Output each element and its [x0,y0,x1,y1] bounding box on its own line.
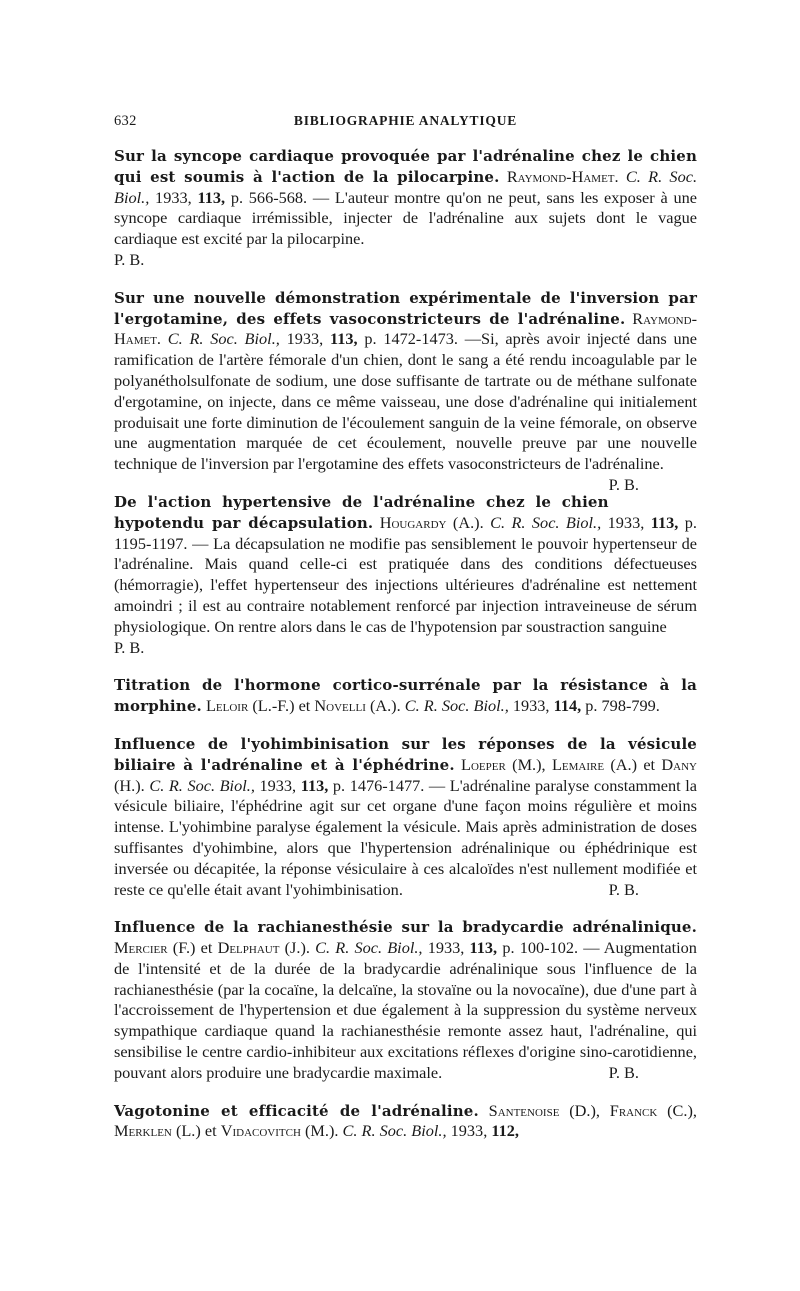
bibliography-entry [114,734,697,900]
entry-journal: C. R. Soc. Biol., [149,775,255,795]
bibliography-entry [114,1101,697,1143]
entry-initials: P. B. [608,1062,639,1082]
running-title: BIBLIOGRAPHIE ANALYTIQUE [293,113,518,128]
entry-author: Novelli [314,696,366,716]
entry-initials: P. B. [608,879,639,899]
entry-author-initials: (J.). [284,938,310,958]
entry-initials: P. B. [608,474,639,494]
entry-volume: 112, [491,1121,519,1141]
entry-journal: C. R. Soc. Biol., [342,1121,447,1141]
entry-author: Santenoise [488,1100,560,1120]
entry-author: Dany [661,754,697,774]
entry-title: Titration de l'hormone cortico-surrénale par la résistance à la morphine. [114,676,697,716]
entry-pages: p. 1472-1473. [364,329,458,349]
bibliography-entry [114,492,697,658]
entry-author: Loeper [461,754,506,774]
entry-author: Delphaut [217,938,280,958]
entry-author-initials: (A.) et [610,754,656,774]
entry-journal: C. R. Soc. Biol., [315,938,423,958]
entry-initials: P. B. [114,637,145,657]
entry-year: 1933, [286,329,324,349]
entry-title: Influence de la rachianesthésie sur la bradycardie adrénalinique. [114,918,697,937]
entry-abstract: —Si, après avoir injecté dans une ramification de l'artère fémorale d'un chien, dont le sang a été rendu incoagulable par le polyanétholsulfonate de sodium, une dose suffisante de tartrate ou de méthane sulfonate d'ergotamine, on injecte, dans ce même vaisseau, une dose d'adrénaline qui initialement produisait une forte diminution de l'écoulement sanguin de la veine fémorale, on observe une augmentation marquée de cet écoulement, nouvelle preuve par une nouvelle technique de l'inversion par l'ergotamine des effets vasoconstricteurs de l'adrénaline. [114,329,697,474]
entry-abstract: — L'auteur montre qu'on ne peut, sans les exposer à une syncope cardiaque irrémissible, injecter de l'adrénaline aux sujets dont le vague cardiaque est excité par la pilocarpine. [114,187,697,249]
entry-author-initials: (M.). [304,1121,339,1141]
entry-year: 1933, [259,775,297,795]
entry-year: 1933, [427,938,465,958]
entry-authors: Raymond-Hamet. [114,308,697,349]
bibliography-column [114,146,697,1159]
entry-volume: 113, [650,512,679,532]
entry-pages: p. 1476-1477. [332,775,425,795]
page-number: 632 [114,113,137,129]
entry-authors: Hougardy (A.). [379,512,484,532]
entry-author: Leloir [205,696,249,716]
entry-author: Franck [609,1100,658,1120]
entry-title: De l'action hypertensive de l'adrénaline chez le chien hypotendu par décapsulation. [114,492,609,532]
entry-abstract: — Augmentation de l'intensité et de la durée de la bradycardie adrénalinique sous l'influence de la rachianesthésie (par la cocaïne, la delcaïne, la stovaïne ou la novocaïne), due d'une part à l'accroissement de l'hypertension et due également à la suppression du système nerveux sympathique cardiaque quand la rachianesthésie remonte assez haut, l'adrénaline, qui sensibilise le centre cardio-inhibiteur aux excitations réflexes d'origine sino-carotidienne, pouvant alors produire une bradycardie maximale. [114,938,697,1082]
entry-volume: 113, [197,187,226,207]
entry-author-initials: (L.) et [175,1121,217,1141]
entry-pages: p. 566-568. [230,187,308,207]
entry-pages: p. 100-102. [502,938,579,958]
bibliography-entry [114,675,697,717]
entry-initials: P. B. [114,249,145,269]
bibliography-entry [114,146,697,271]
entry-year: 1933, [512,696,550,716]
entry-author-initials: (A.). [369,696,401,716]
entry-author: Merklen [114,1121,172,1141]
entry-pages: p. 798-799. [585,696,660,716]
entry-volume: 113, [469,938,498,958]
entry-year: 1933, [607,512,645,532]
bibliography-entry [114,288,697,494]
entry-author-initials: (C.), [667,1100,697,1120]
entry-journal: C. R. Soc. Biol., [114,166,698,207]
entry-journal: C. R. Soc. Biol., [167,329,280,349]
entry-author-initials: (H.). [114,775,145,795]
entry-author: Mercier [114,938,168,958]
entry-volume: 114, [553,696,582,716]
bibliography-entry [114,917,697,1083]
running-head [114,113,697,135]
entry-abstract: — La décapsulation ne modifie pas sensiblement le pouvoir hypertenseur de l'adrénaline. Mais quand celle-ci est pratiquée dans des conditions défectueuses (hémorragie), l'effet hypertenseur des injections ultérieures d'adrénaline est nettement amoindri ; il est au contraire notablement renforcé par injection intraveineuse de sérum physiologique. On rentre alors dans le cas de l'hypotension par soustraction sanguine [114,533,697,636]
entry-title: Influence de l'yohimbinisation sur les réponses de la vésicule biliaire à l'adrénaline et à l'éphédrine. [114,734,697,774]
entry-year: 1933, [155,187,192,207]
entry-journal: C. R. Soc. Biol., [404,696,509,716]
entry-author: Vidacovitch [220,1121,301,1141]
entry-author-initials: (L.-F.) et [252,696,311,716]
entry-journal: C. R. Soc. Biol., [490,512,602,532]
entry-volume: 113, [330,329,358,349]
entry-year: 1933, [450,1121,488,1141]
entry-title: Sur la syncope cardiaque provoquée par l'adrénaline chez le chien qui est soumis à l'action de la pilocarpine. [114,147,697,186]
entry-volume: 113, [300,775,329,795]
entry-title: Sur une nouvelle démonstration expérimentale de l'inversion par l'ergotamine, des effets vasoconstricteurs de l'adrénaline. [114,288,697,328]
entry-title: Vagotonine et efficacité de l'adrénaline. [114,1101,479,1120]
entry-abstract: — L'adrénaline paralyse constamment la vésicule biliaire, l'éphédrine agit sur cet organe d'une façon moins régulière et moins intense. L'yohimbine paralyse également la vésicule. Mais après administration de doses suffisantes d'yohimbine, alors que l'hypertension adrénalinique ou éphédrinique est inversée ou décapitée, la réponse vésiculaire à ces alcaloïdes n'est nullement modifiée et reste ce qu'elle était avant l'yohimbinisation. [114,775,698,899]
entry-author-initials: (M.), [512,754,546,774]
entry-author-initials: (F.) et [172,938,213,958]
entry-pages: p. 1195-1197. [114,512,697,553]
entry-author-initials: (D.), [569,1100,600,1120]
entry-author: Lemaire [551,754,605,774]
entry-authors: Raymond-Hamet. [506,166,619,186]
